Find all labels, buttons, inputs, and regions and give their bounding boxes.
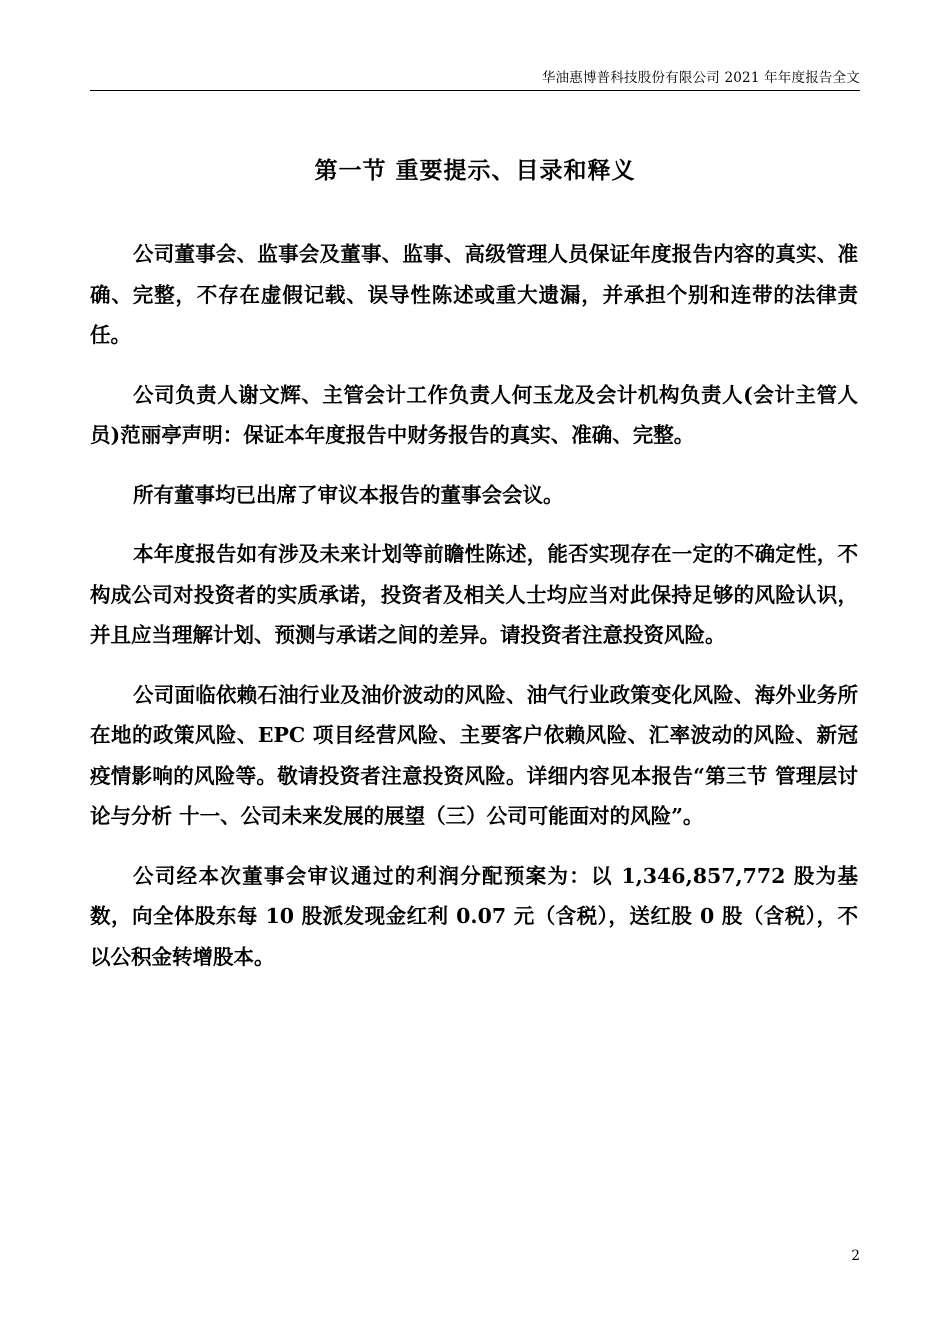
header-company-report-title: 华油惠博普科技股份有限公司 2021 年年度报告全文 (541, 70, 860, 86)
section-title: 第一节 重要提示、目录和释义 (314, 157, 636, 184)
paragraph-profit-distribution: 公司经本次董事会审议通过的利润分配预案为：以 1,346,857,772 股为基数，向全体股东每 10 股派发现金红利 0.07 元（含税），送红股 0 股（含税），不以公积金转增股本。 (90, 863, 858, 969)
page-header (90, 60, 860, 91)
paragraph-directors-attendance: 所有董事均已出席了审议本报告的董事会会议。 (133, 482, 564, 507)
paragraph-responsible-persons-statement: 公司负责人谢文辉、主管会计工作负责人何玉龙及会计机构负责人(会计主管人员)范丽亭声明：保证本年度报告中财务报告的真实、准确、完整。 (90, 382, 858, 447)
document-body (90, 234, 858, 996)
paragraph-board-guarantee: 公司董事会、监事会及董事、监事、高级管理人员保证年度报告内容的真实、准确、完整，不存在虚假记载、误导性陈述或重大遗漏，并承担个别和连带的法律责任。 (90, 242, 858, 347)
paragraph-forward-looking-statements: 本年度报告如有涉及未来计划等前瞻性陈述，能否实现存在一定的不确定性，不构成公司对投资者的实质承诺，投资者及相关人士均应当对此保持足够的风险认识，并且应当理解计划、预测与承诺之间的差异。请投资者注意投资风险。 (90, 542, 858, 647)
paragraph-risk-factors: 公司面临依赖石油行业及油价波动的风险、油气行业政策变化风险、海外业务所在地的政策风险、EPC 项目经营风险、主要客户依赖风险、汇率波动的风险、新冠疫情影响的风险等。敬请投资者注意投资风险。详细内容见本报告“第三节 管理层讨论与分析 十一、公司未来发展的展望（三）公司可能面对的风险”。 (90, 682, 858, 828)
page-number: 2 (851, 1248, 860, 1264)
